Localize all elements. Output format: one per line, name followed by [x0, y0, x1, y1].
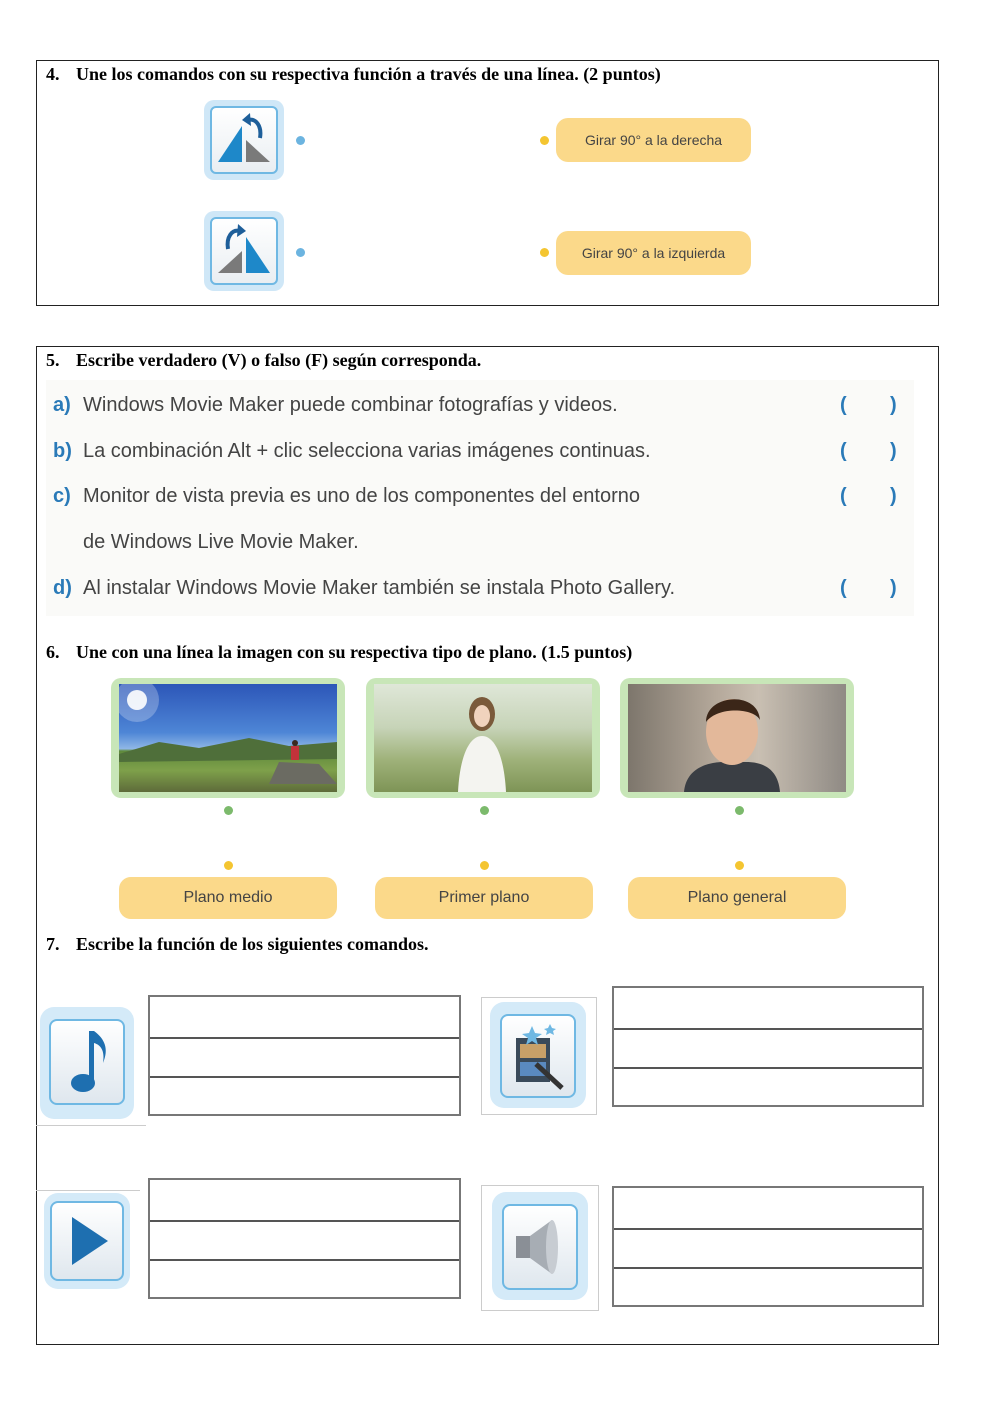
- option-primer-plano[interactable]: Primer plano: [375, 877, 593, 919]
- connector-dot[interactable]: [540, 136, 549, 145]
- divider: [36, 1190, 140, 1191]
- connector-dot[interactable]: [540, 248, 549, 257]
- connector-dot[interactable]: [224, 861, 233, 870]
- music-note-icon[interactable]: [40, 1007, 134, 1119]
- option-plano-general[interactable]: Plano general: [628, 877, 846, 919]
- answer-paren-open[interactable]: (: [840, 440, 847, 462]
- video-effects-icon[interactable]: [481, 997, 597, 1115]
- answer-lines[interactable]: [612, 986, 924, 1107]
- statement-c: c) Monitor de vista previa es uno de los componentes del entorno: [53, 485, 641, 507]
- speaker-icon[interactable]: [481, 1185, 599, 1311]
- answer-paren-open[interactable]: (: [840, 577, 847, 599]
- answer-lines[interactable]: [612, 1186, 924, 1307]
- rotate-left-icon[interactable]: [204, 100, 284, 180]
- answer-lines[interactable]: [148, 1178, 461, 1299]
- statement-d: d) Al instalar Windows Movie Maker también se instala Photo Gallery.: [53, 577, 676, 599]
- connector-dot[interactable]: [480, 861, 489, 870]
- play-icon[interactable]: [44, 1193, 130, 1289]
- answer-paren-close[interactable]: ): [890, 394, 897, 416]
- answer-paren-close[interactable]: ): [890, 440, 897, 462]
- question-4-title: 4. Une los comandos con su respectiva función a través de una línea. (2 puntos): [46, 64, 661, 84]
- option-rotate-left[interactable]: Girar 90° a la izquierda: [556, 231, 751, 275]
- connector-dot[interactable]: [296, 248, 305, 257]
- connector-dot[interactable]: [296, 136, 305, 145]
- man-portrait-photo[interactable]: [620, 678, 854, 798]
- connector-dot[interactable]: [224, 806, 233, 815]
- divider: [36, 1125, 146, 1126]
- answer-lines[interactable]: [148, 995, 461, 1116]
- question-4-box: [36, 60, 939, 306]
- rotate-right-icon[interactable]: [204, 211, 284, 291]
- statement-b: b) La combinación Alt + clic selecciona varias imágenes continuas.: [53, 440, 651, 462]
- option-rotate-right[interactable]: Girar 90° a la derecha: [556, 118, 751, 162]
- connector-dot[interactable]: [735, 806, 744, 815]
- answer-paren-close[interactable]: ): [890, 485, 897, 507]
- question-6-title: 6. Une con una línea la imagen con su respectiva tipo de plano. (1.5 puntos): [46, 642, 633, 662]
- answer-paren-close[interactable]: ): [890, 577, 897, 599]
- answer-paren-open[interactable]: (: [840, 394, 847, 416]
- option-plano-medio[interactable]: Plano medio: [119, 877, 337, 919]
- landscape-photo[interactable]: [111, 678, 345, 798]
- connector-dot[interactable]: [480, 806, 489, 815]
- connector-dot[interactable]: [735, 861, 744, 870]
- answer-paren-open[interactable]: (: [840, 485, 847, 507]
- woman-photo[interactable]: [366, 678, 600, 798]
- question-5-title: 5. Escribe verdadero (V) o falso (F) según corresponda.: [46, 350, 482, 370]
- statement-a: a) Windows Movie Maker puede combinar fotografías y videos.: [53, 394, 618, 416]
- question-7-title: 7. Escribe la función de los siguientes comandos.: [46, 934, 429, 954]
- statement-c-continued: de Windows Live Movie Maker.: [83, 531, 359, 553]
